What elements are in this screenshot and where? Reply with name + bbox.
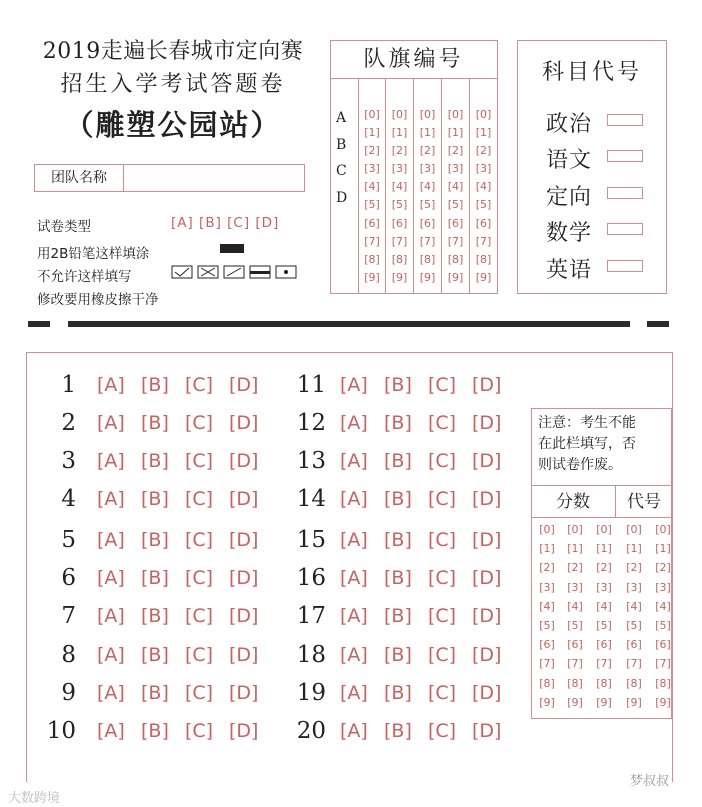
answer-options — [340, 529, 516, 551]
question-number: 7 — [61, 603, 76, 629]
flag-digit-column — [386, 78, 414, 293]
score-digit-column — [561, 520, 589, 716]
question-number: 12 — [296, 410, 326, 436]
flag-letter: C — [336, 163, 347, 179]
answer-bubble[interactable]: [B] — [141, 412, 169, 434]
answer-bubble[interactable]: [B] — [141, 720, 169, 742]
answer-bubble[interactable]: [D] — [472, 529, 502, 551]
score-digit-bubble[interactable]: [3] — [539, 580, 555, 594]
score-digit-bubble[interactable]: [6] — [655, 638, 671, 652]
flag-digit-bubble[interactable]: [8] — [475, 252, 492, 266]
flag-digit-bubble[interactable]: [0] — [391, 108, 408, 121]
flag-digit-bubble[interactable]: [5] — [391, 198, 408, 212]
answer-bubble[interactable]: [A] — [340, 605, 368, 627]
flag-digit-column — [414, 78, 442, 293]
score-digit-bubble[interactable]: [5] — [655, 618, 671, 632]
answer-bubble[interactable]: [C] — [428, 644, 457, 666]
answer-bubble[interactable]: [B] — [141, 644, 169, 666]
score-digit-bubble[interactable]: [5] — [567, 618, 583, 632]
answer-bubble[interactable]: [C] — [185, 644, 214, 666]
watermark-right: 梦叔叔 — [630, 774, 670, 789]
answer-options — [97, 450, 273, 472]
answer-bubble[interactable]: [C] — [185, 567, 214, 589]
flag-digit-bubble[interactable]: [2] — [391, 144, 408, 158]
subject-checkbox[interactable] — [607, 187, 643, 199]
score-digit-bubble[interactable]: [7] — [626, 657, 642, 671]
score-digit-bubble[interactable]: [4] — [567, 599, 583, 613]
answer-bubble[interactable]: [C] — [428, 529, 457, 551]
team-name-label: 团队名称 — [35, 165, 124, 191]
pencil-example-row — [37, 242, 149, 262]
paper-type-row — [37, 215, 280, 235]
answer-bubble[interactable]: [D] — [472, 450, 502, 472]
answer-bubble[interactable]: [C] — [185, 605, 214, 627]
answer-options — [97, 605, 273, 627]
score-digit-bubble[interactable]: [2] — [539, 561, 555, 575]
score-digit-bubble[interactable]: [1] — [567, 542, 583, 556]
answer-bubble[interactable]: [D] — [472, 488, 502, 510]
notice-text: 则试卷作废。 — [538, 457, 622, 473]
code-label: 代号 — [616, 486, 672, 518]
flag-digit-bubble[interactable]: [4] — [447, 180, 464, 194]
score-digit-column — [649, 520, 677, 716]
score-digit-bubble[interactable]: [3] — [626, 580, 642, 594]
flag-digit-bubble[interactable]: [5] — [419, 198, 436, 212]
score-digit-bubble[interactable]: [9] — [626, 695, 642, 709]
subject-checkbox[interactable] — [607, 223, 643, 235]
wrong-mark-examples — [171, 265, 301, 283]
score-digit-bubble[interactable]: [0] — [567, 523, 583, 536]
paper-type-options[interactable]: [A] [B] [C] [D] — [171, 215, 280, 231]
question-number: 9 — [61, 680, 76, 706]
score-digit-column — [590, 520, 618, 716]
score-digit-bubble[interactable]: [5] — [626, 618, 642, 632]
answer-bubble[interactable]: [B] — [141, 682, 169, 704]
score-digit-bubble[interactable]: [9] — [567, 695, 583, 709]
flag-digit-bubble[interactable]: [0] — [364, 108, 380, 121]
score-digit-bubble[interactable]: [8] — [655, 676, 671, 690]
answer-bubble[interactable]: [D] — [472, 412, 502, 434]
question-number: 18 — [296, 642, 326, 668]
flag-digit-column — [442, 78, 470, 293]
answer-bubble[interactable]: [C] — [185, 374, 214, 396]
flag-digit-bubble[interactable]: [5] — [447, 198, 464, 212]
question-number: 17 — [296, 603, 326, 629]
answer-bubble[interactable]: [A] — [340, 450, 368, 472]
answer-bubble[interactable]: [B] — [384, 567, 412, 589]
score-digit-bubble[interactable]: [6] — [596, 638, 612, 652]
score-digit-bubble[interactable]: [1] — [626, 542, 642, 556]
question-number: 16 — [296, 565, 326, 591]
answer-bubble[interactable]: [B] — [141, 450, 169, 472]
question-number: 3 — [61, 448, 76, 474]
flag-digit-bubble[interactable]: [2] — [475, 144, 492, 158]
modify-row — [37, 288, 159, 308]
answer-bubble[interactable]: [D] — [229, 567, 259, 589]
answer-bubble[interactable]: [C] — [428, 374, 457, 396]
answer-bubble[interactable]: [D] — [472, 605, 502, 627]
flag-digit-column — [358, 78, 386, 293]
score-digit-bubble[interactable]: [0] — [655, 523, 671, 536]
answer-bubble[interactable]: [A] — [340, 374, 368, 396]
answer-bubble[interactable]: [D] — [229, 412, 259, 434]
flag-letter: A — [336, 110, 347, 126]
question-number: 10 — [46, 718, 76, 744]
answer-bubble[interactable]: [A] — [97, 529, 125, 551]
flag-letter: D — [336, 190, 348, 206]
score-digit-bubble[interactable]: [2] — [626, 561, 642, 575]
answer-bubble[interactable]: [B] — [384, 529, 412, 551]
flag-digit-bubble[interactable]: [1] — [364, 126, 380, 140]
flag-digit-bubble[interactable]: [7] — [475, 234, 492, 248]
flag-digit-bubble[interactable]: [3] — [475, 162, 492, 176]
flag-digit-bubble[interactable]: [8] — [447, 252, 464, 266]
flag-digit-bubble[interactable]: [7] — [419, 234, 436, 248]
answer-bubble[interactable]: [B] — [141, 529, 169, 551]
answer-bubble[interactable]: [C] — [185, 488, 214, 510]
score-digit-bubble[interactable]: [0] — [626, 523, 642, 536]
flag-digit-bubble[interactable]: [1] — [391, 126, 408, 140]
answer-bubble[interactable]: [C] — [185, 450, 214, 472]
exam-title-line2: 招生入学考试答题卷 — [60, 72, 286, 97]
answer-options — [340, 720, 516, 742]
answer-bubble[interactable]: [C] — [428, 488, 457, 510]
exam-title-station: （雕塑公园站） — [64, 108, 282, 142]
flag-digit-bubble[interactable]: [9] — [391, 270, 408, 284]
answer-bubble[interactable]: [A] — [97, 488, 125, 510]
answer-bubble[interactable]: [D] — [472, 644, 502, 666]
score-digit-bubble[interactable]: [8] — [539, 676, 555, 690]
answer-bubble[interactable]: [C] — [428, 682, 457, 704]
flag-letter: B — [336, 137, 347, 153]
score-digit-bubble[interactable]: [3] — [596, 580, 612, 594]
answer-bubble[interactable]: [C] — [428, 567, 457, 589]
flag-digit-bubble[interactable]: [4] — [419, 180, 436, 194]
answer-options — [340, 412, 516, 434]
flag-digit-bubble[interactable]: [4] — [475, 180, 492, 194]
score-label: 分数 — [531, 486, 616, 518]
answer-bubble[interactable]: [C] — [428, 412, 457, 434]
subject-code-title: 科目代号 — [541, 60, 642, 85]
score-digit-bubble[interactable]: [6] — [567, 638, 583, 652]
score-digit-bubble[interactable]: [1] — [539, 542, 555, 556]
answer-bubble[interactable]: [D] — [229, 529, 259, 551]
team-name-field[interactable] — [34, 164, 305, 192]
score-digit-bubble[interactable]: [1] — [596, 542, 612, 556]
answer-bubble[interactable]: [A] — [340, 567, 368, 589]
score-digit-bubble[interactable]: [7] — [567, 657, 583, 671]
answer-bubble[interactable]: [C] — [428, 720, 457, 742]
answer-bubble[interactable]: [A] — [340, 720, 368, 742]
subject-label: 定向 — [546, 185, 593, 210]
answer-options — [340, 682, 516, 704]
subject-checkbox[interactable] — [607, 114, 643, 126]
answer-options — [340, 567, 516, 589]
answer-bubble[interactable]: [A] — [97, 567, 125, 589]
answer-bubble[interactable]: [B] — [141, 374, 169, 396]
subject-checkbox[interactable] — [607, 260, 643, 272]
question-number: 8 — [61, 642, 76, 668]
answer-bubble[interactable]: [A] — [97, 412, 125, 434]
question-number: 11 — [296, 372, 326, 398]
flag-digit-bubble[interactable]: [6] — [391, 216, 408, 230]
score-digit-column — [533, 520, 561, 716]
answer-bubble[interactable]: [D] — [229, 488, 259, 510]
flag-digit-bubble[interactable]: [9] — [364, 270, 380, 284]
answer-bubble[interactable]: [A] — [340, 412, 368, 434]
answer-options — [97, 567, 273, 589]
not-allowed-label: 不允许这样填写 — [37, 269, 132, 285]
flag-digit-bubble[interactable]: [7] — [447, 234, 464, 248]
answer-bubble[interactable]: [D] — [472, 682, 502, 704]
score-digit-bubble[interactable]: [8] — [567, 676, 583, 690]
answer-bubble[interactable]: [D] — [472, 374, 502, 396]
score-digit-bubble[interactable]: [2] — [596, 561, 612, 575]
flag-digit-bubble[interactable]: [3] — [447, 162, 464, 176]
flag-digit-bubble[interactable]: [7] — [364, 234, 380, 248]
flag-digit-bubble[interactable]: [7] — [391, 234, 408, 248]
score-digit-bubble[interactable]: [5] — [596, 618, 612, 632]
score-digit-bubble[interactable]: [4] — [539, 599, 555, 613]
flag-digit-bubble[interactable]: [6] — [364, 216, 380, 230]
answer-bubble[interactable]: [B] — [141, 488, 169, 510]
answer-options — [97, 644, 273, 666]
filled-mark-example — [220, 244, 244, 253]
score-digit-bubble[interactable]: [0] — [596, 523, 612, 536]
score-digit-bubble[interactable]: [9] — [655, 695, 671, 709]
separator-main — [68, 321, 630, 327]
answer-options — [340, 488, 516, 510]
notice-box — [531, 408, 672, 486]
answer-bubble[interactable]: [C] — [185, 682, 214, 704]
subject-label: 语文 — [546, 148, 593, 173]
score-digit-bubble[interactable]: [7] — [596, 657, 612, 671]
flag-digit-bubble[interactable]: [9] — [419, 270, 436, 284]
answer-bubble[interactable]: [D] — [472, 567, 502, 589]
not-allowed-row — [37, 265, 132, 285]
flag-digit-bubble[interactable]: [1] — [419, 126, 436, 140]
flag-digit-bubble[interactable]: [2] — [419, 144, 436, 158]
subject-label: 英语 — [546, 258, 593, 283]
question-number: 1 — [61, 372, 76, 398]
answer-options — [340, 450, 516, 472]
score-digit-bubble[interactable]: [4] — [655, 599, 671, 613]
score-digit-bubble[interactable]: [2] — [567, 561, 583, 575]
score-digit-bubble[interactable]: [8] — [596, 676, 612, 690]
answer-bubble[interactable]: [D] — [229, 605, 259, 627]
paper-type-label: 试卷类型 — [37, 219, 91, 235]
answer-options — [97, 412, 273, 434]
question-number: 15 — [296, 527, 326, 553]
score-digit-bubble[interactable]: [9] — [596, 695, 612, 709]
answer-bubble[interactable]: [D] — [229, 374, 259, 396]
answer-bubble[interactable]: [A] — [340, 529, 368, 551]
answer-bubble[interactable]: [C] — [185, 720, 214, 742]
answer-bubble[interactable]: [D] — [229, 450, 259, 472]
answer-options — [340, 605, 516, 627]
flag-digit-bubble[interactable]: [6] — [475, 216, 492, 230]
answer-bubble[interactable]: [A] — [97, 450, 125, 472]
answer-bubble[interactable]: [A] — [97, 644, 125, 666]
answer-options — [97, 529, 273, 551]
score-digit-bubble[interactable]: [7] — [655, 657, 671, 671]
answer-bubble[interactable]: [B] — [384, 488, 412, 510]
flag-digit-bubble[interactable]: [6] — [447, 216, 464, 230]
subject-label: 数学 — [546, 221, 593, 246]
score-digit-bubble[interactable]: [7] — [539, 657, 555, 671]
flag-digit-bubble[interactable]: [8] — [391, 252, 408, 266]
flag-digit-bubble[interactable]: [2] — [364, 144, 380, 158]
score-digit-bubble[interactable]: [3] — [655, 580, 671, 594]
score-digit-bubble[interactable]: [5] — [539, 618, 555, 632]
flag-number-title: 队旗编号 — [330, 40, 497, 79]
answer-bubble[interactable]: [B] — [384, 644, 412, 666]
answer-bubble[interactable]: [D] — [229, 682, 259, 704]
score-digit-bubble[interactable]: [3] — [567, 580, 583, 594]
score-digit-bubble[interactable]: [1] — [655, 542, 671, 556]
answer-bubble[interactable]: [A] — [97, 605, 125, 627]
question-number: 20 — [296, 718, 326, 744]
flag-digit-bubble[interactable]: [3] — [419, 162, 436, 176]
question-number: 14 — [296, 486, 326, 512]
flag-digit-bubble[interactable]: [0] — [447, 108, 464, 121]
answer-bubble[interactable]: [A] — [340, 644, 368, 666]
score-digit-bubble[interactable]: [4] — [626, 599, 642, 613]
pencil-label: 用2B铅笔这样填涂 — [37, 246, 150, 262]
flag-digit-bubble[interactable]: [0] — [475, 108, 492, 121]
answer-bubble[interactable]: [B] — [141, 567, 169, 589]
modify-label: 修改要用橡皮擦干净 — [37, 292, 159, 308]
flag-digit-bubble[interactable]: [6] — [419, 216, 436, 230]
separator-left — [28, 321, 50, 327]
answer-bubble[interactable]: [B] — [384, 605, 412, 627]
flag-digit-bubble[interactable]: [3] — [391, 162, 408, 176]
answer-options — [97, 374, 273, 396]
flag-digit-bubble[interactable]: [1] — [475, 126, 492, 140]
flag-digit-bubble[interactable]: [1] — [447, 126, 464, 140]
score-digit-bubble[interactable]: [6] — [539, 638, 555, 652]
answer-bubble[interactable]: [D] — [472, 720, 502, 742]
answer-bubble[interactable]: [A] — [97, 720, 125, 742]
flag-digit-bubble[interactable]: [0] — [419, 108, 436, 121]
flag-digit-bubble[interactable]: [4] — [364, 180, 380, 194]
score-digit-bubble[interactable]: [4] — [596, 599, 612, 613]
answer-options — [97, 488, 273, 510]
question-number: 2 — [61, 410, 76, 436]
question-number: 19 — [296, 680, 326, 706]
answer-options — [97, 682, 273, 704]
notice-text: 注意：考生不能 — [538, 415, 636, 431]
answer-bubble[interactable]: [B] — [384, 720, 412, 742]
flag-digit-bubble[interactable]: [9] — [475, 270, 492, 284]
flag-digit-bubble[interactable]: [5] — [475, 198, 492, 212]
flag-digit-bubble[interactable]: [5] — [364, 198, 380, 212]
question-number: 6 — [61, 565, 76, 591]
answer-bubble[interactable]: [A] — [97, 682, 125, 704]
answer-bubble[interactable]: [A] — [340, 488, 368, 510]
answer-bubble[interactable]: [D] — [229, 720, 259, 742]
score-digit-bubble[interactable]: [2] — [655, 561, 671, 575]
question-number: 4 — [61, 486, 76, 512]
flag-digit-bubble[interactable]: [3] — [364, 162, 380, 176]
watermark-left: 大数跨境 — [8, 791, 61, 806]
answer-bubble[interactable]: [C] — [185, 529, 214, 551]
flag-digit-bubble[interactable]: [8] — [364, 252, 380, 266]
flag-digit-bubble[interactable]: [2] — [447, 144, 464, 158]
question-number: 13 — [296, 448, 326, 474]
answer-options — [340, 644, 516, 666]
flag-digit-bubble[interactable]: [4] — [391, 180, 408, 194]
subject-checkbox[interactable] — [607, 150, 643, 162]
score-digit-bubble[interactable]: [0] — [539, 523, 555, 536]
flag-digit-bubble[interactable]: [9] — [447, 270, 464, 284]
score-digit-bubble[interactable]: [9] — [539, 695, 555, 709]
answer-bubble[interactable]: [D] — [229, 644, 259, 666]
flag-digit-column — [470, 78, 498, 293]
answer-bubble[interactable]: [B] — [384, 682, 412, 704]
score-digit-bubble[interactable]: [6] — [626, 638, 642, 652]
question-number: 5 — [61, 527, 76, 553]
answer-bubble[interactable]: [C] — [428, 605, 457, 627]
flag-digit-bubble[interactable]: [8] — [419, 252, 436, 266]
answer-bubble[interactable]: [B] — [384, 374, 412, 396]
answer-bubble[interactable]: [C] — [185, 412, 214, 434]
exam-title-line1: 2019走遍长春城市定向赛 — [42, 39, 304, 64]
score-digit-column — [620, 520, 648, 716]
answer-bubble[interactable]: [B] — [141, 605, 169, 627]
separator-right — [647, 321, 669, 327]
answer-bubble[interactable]: [A] — [97, 374, 125, 396]
answer-options — [340, 374, 516, 396]
answer-bubble[interactable]: [B] — [384, 450, 412, 472]
notice-text: 在此栏填写，否 — [538, 436, 636, 452]
subject-label: 政治 — [546, 112, 593, 137]
answer-bubble[interactable]: [A] — [340, 682, 368, 704]
answer-bubble[interactable]: [B] — [384, 412, 412, 434]
score-digit-bubble[interactable]: [8] — [626, 676, 642, 690]
answer-bubble[interactable]: [C] — [428, 450, 457, 472]
answer-options — [97, 720, 273, 742]
